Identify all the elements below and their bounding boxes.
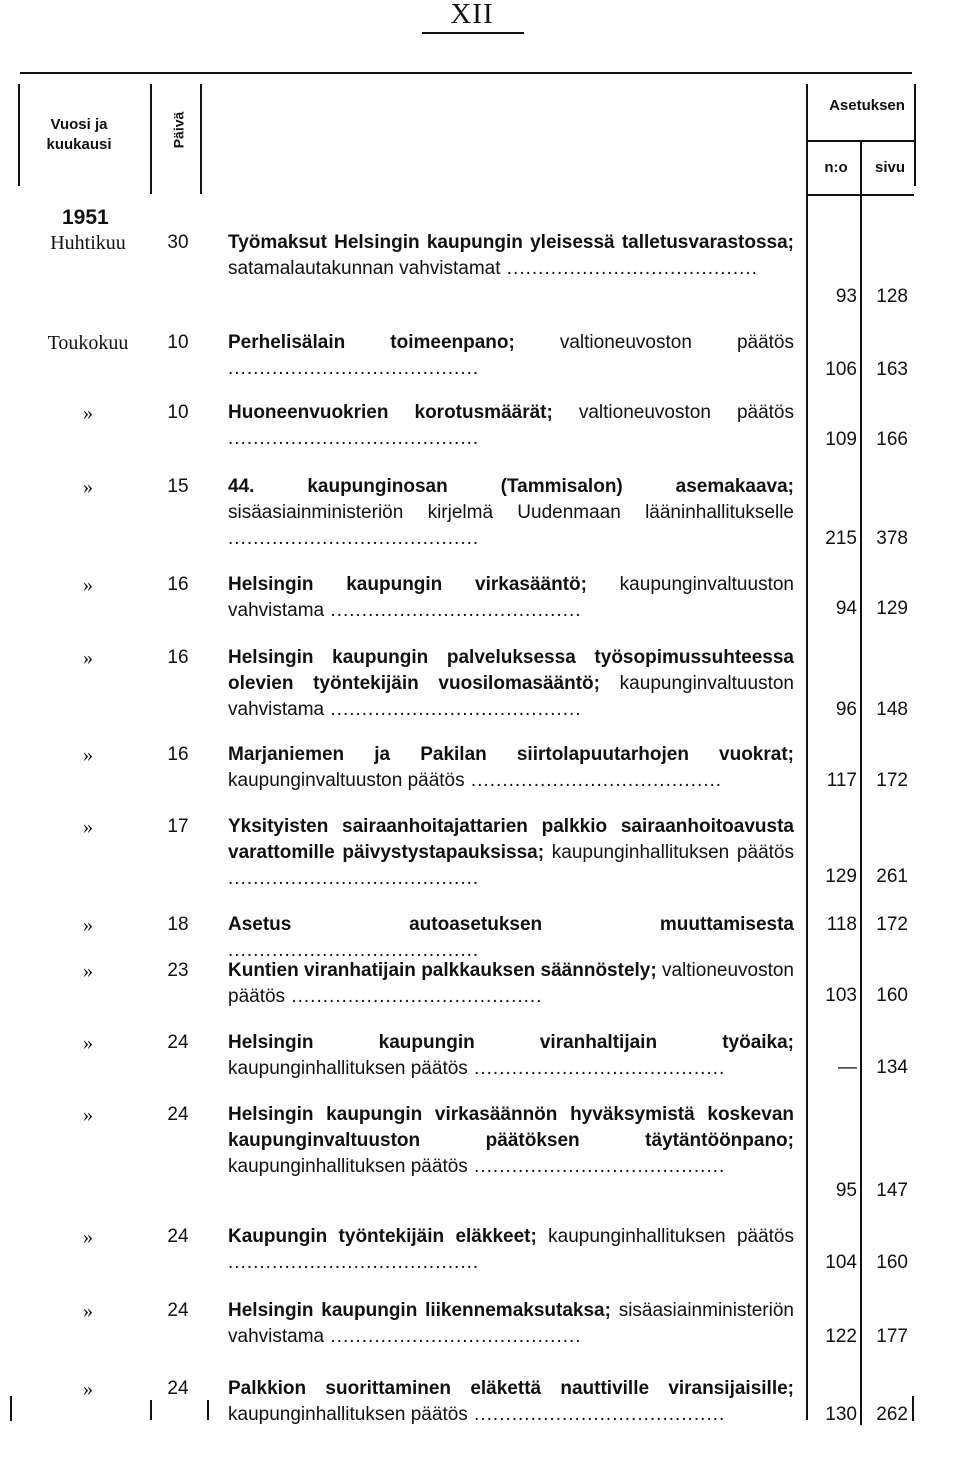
entry-sivu: 160 — [876, 1252, 908, 1273]
entry-title-bold: Palkkion suorittaminen eläkettä nauttiville viransijaisille; — [228, 1378, 794, 1399]
entry-title-rest: kaupunginhallituksen päätös — [228, 1404, 468, 1425]
entry-sivu: 172 — [876, 770, 908, 791]
entry-month: » — [83, 402, 93, 424]
entry-title-rest: kaupunginhallituksen päätös — [228, 1058, 468, 1079]
entry-day: 15 — [167, 476, 189, 497]
entry-title-bold: 44. kaupunginosan (Tammisalon) asemakaava; — [228, 476, 794, 497]
entry-day: 24 — [167, 1226, 189, 1247]
header-day-label: Päivä — [170, 111, 186, 149]
entry-month: » — [83, 574, 93, 596]
entry-month: » — [83, 1104, 93, 1126]
entry-sivu: 148 — [876, 699, 908, 720]
entry-no: 117 — [826, 770, 857, 791]
entry-no: 93 — [835, 286, 857, 307]
entry-leader-dots: ........................................ — [228, 428, 480, 449]
entry-title-rest: valtioneuvoston päätös — [228, 960, 795, 1007]
entry-title — [228, 400, 794, 452]
entry-no: 104 — [825, 1252, 857, 1273]
entry-leader-dots: ........................................ — [467, 1058, 726, 1079]
entry-month: » — [83, 744, 93, 766]
entry-month: » — [83, 647, 93, 669]
entry-title-bold: Kuntien viranhatijain palkkauksen säännöstely; — [228, 960, 657, 981]
entry-month: » — [83, 1226, 93, 1248]
entry-title — [228, 1298, 794, 1350]
entry-sivu: 166 — [876, 429, 908, 450]
entry-month: » — [83, 1378, 93, 1400]
entry-title — [228, 572, 794, 624]
entry-title — [228, 958, 794, 1010]
entry-title — [228, 1376, 794, 1428]
entry-title-rest: sisäasiainministeriön vahvistama — [228, 1300, 794, 1347]
entry-day: 24 — [167, 1378, 189, 1399]
entry-title-rest: satamalautakunnan vahvistamat — [228, 258, 501, 279]
column-divider-title-lower — [207, 1400, 209, 1420]
entry-leader-dots: ........................................ — [228, 868, 480, 889]
header-sivu: sivu — [874, 159, 905, 176]
entry-sivu: 262 — [876, 1404, 908, 1425]
entry-leader-dots: ........................................ — [228, 940, 480, 961]
entry-no: 94 — [835, 598, 857, 619]
entry-title — [228, 1030, 794, 1082]
entry-title-bold: Helsingin kaupungin viranhaltijain työaika; — [228, 1032, 794, 1053]
entry-sivu: 378 — [876, 528, 908, 549]
column-divider-year — [150, 84, 152, 194]
entry-day: 10 — [167, 332, 189, 353]
page-number-underline — [422, 32, 524, 34]
entry-sivu: 163 — [876, 359, 908, 380]
entry-sivu: 128 — [876, 286, 908, 307]
entry-leader-dots: ........................................ — [324, 1326, 582, 1347]
entry-title-rest: kaupunginvaltuuston päätös — [228, 770, 465, 791]
entry-no: 96 — [835, 699, 857, 720]
entry-no: 95 — [835, 1180, 857, 1201]
header-asetuksen: Asetuksen — [829, 97, 905, 114]
entry-leader-dots: ........................................ — [324, 699, 582, 720]
entry-title — [228, 1224, 794, 1276]
entry-title-rest: kaupunginhallituksen päätös — [536, 1226, 794, 1247]
entry-no: 106 — [825, 359, 857, 380]
entry-title-bold: Yksityisten sairaanhoitajattarien palkkio sairaanhoitoavusta varattomille päivystystapauksissa; — [228, 816, 794, 863]
entry-leader-dots: ........................................ — [467, 1156, 726, 1177]
entry-title-bold: Helsingin kaupungin palveluksessa työsopimussuhteessa olevien työntekijäin vuosilomasääntö; — [228, 647, 794, 694]
column-divider-day-lower — [150, 1400, 152, 1420]
entry-month: » — [83, 1032, 93, 1054]
table-top-rule — [20, 72, 912, 74]
entry-leader-dots: ........................................ — [500, 258, 758, 279]
column-divider-outer-left — [10, 1396, 12, 1421]
header-day — [157, 80, 199, 180]
entry-no: 109 — [825, 429, 857, 450]
entry-leader-dots: ........................................ — [324, 600, 582, 621]
entry-title-rest: valtioneuvoston päätös — [514, 332, 794, 353]
entry-day: 10 — [167, 402, 189, 423]
entry-month: » — [83, 476, 93, 498]
column-divider-day — [200, 84, 202, 194]
entry-leader-dots: ........................................ — [228, 1252, 480, 1273]
entry-title — [228, 330, 794, 382]
entry-no: 215 — [825, 528, 857, 549]
entry-sivu: 129 — [876, 598, 908, 619]
entry-no: 118 — [826, 914, 857, 935]
entry-no: 130 — [825, 1404, 857, 1425]
entry-title-bold: Perhelisälain toimeenpano; — [228, 332, 515, 353]
column-divider-left-margin — [18, 84, 20, 186]
entry-title-bold: Helsingin kaupungin virkasäännön hyväksymistä koskevan kaupunginvaltuuston päätöksen täytäntöönpano; — [228, 1104, 794, 1151]
entry-title-bold: Kaupungin työntekijäin eläkkeet; — [228, 1226, 537, 1247]
entry-leader-dots: ........................................ — [228, 358, 480, 379]
entry-month: Toukokuu — [47, 332, 129, 354]
entry-title-bold: Helsingin kaupungin liikennemaksutaksa; — [228, 1300, 611, 1321]
page-number: XII — [450, 0, 494, 30]
entry-leader-dots: ........................................ — [464, 770, 723, 791]
entry-day: 16 — [167, 647, 189, 668]
entry-no: — — [838, 1057, 857, 1078]
entry-title — [228, 912, 794, 964]
entry-leader-dots: ........................................ — [228, 528, 480, 549]
entry-title-rest: kaupunginhallituksen päätös — [544, 842, 794, 863]
column-divider-outer-right — [912, 1396, 914, 1421]
entry-title — [228, 230, 794, 282]
entry-title-bold: Marjaniemen ja Pakilan siirtolapuutarhojen vuokrat; — [228, 744, 794, 765]
asetuksen-header-rule — [806, 140, 914, 142]
entry-no: 103 — [825, 985, 857, 1006]
entry-sivu: 172 — [876, 914, 908, 935]
entry-sivu: 261 — [876, 866, 908, 887]
entry-day: 24 — [167, 1300, 189, 1321]
entry-day: 30 — [167, 232, 189, 253]
header-year-month: Vuosi ja kuukausi — [46, 116, 112, 153]
entry-title-rest: sisäasiainministeriön kirjelmä Uudenmaan lääninhallitukselle — [228, 502, 794, 523]
entry-month: » — [83, 1300, 93, 1322]
entry-day: 24 — [167, 1104, 189, 1125]
entry-leader-dots: ........................................ — [285, 986, 543, 1007]
year-label: 1951 — [62, 206, 109, 229]
entry-month: Huhtikuu — [50, 232, 126, 254]
entry-title — [228, 1102, 794, 1180]
entry-title-rest: kaupunginhallituksen päätös — [228, 1156, 468, 1177]
entry-day: 18 — [167, 914, 189, 935]
entry-title — [228, 645, 794, 723]
entry-sivu: 134 — [876, 1057, 908, 1078]
entry-title — [228, 474, 794, 552]
entry-title-rest: kaupunginvaltuuston vahvistama — [228, 673, 794, 720]
entry-sivu: 160 — [876, 985, 908, 1006]
entry-no: 122 — [825, 1326, 857, 1347]
entry-title-rest: kaupunginvaltuuston vahvistama — [228, 574, 794, 621]
entry-day: 16 — [167, 574, 189, 595]
entry-title-bold: Työmaksut Helsingin kaupungin yleisessä talletusvarastossa; — [228, 232, 794, 253]
entry-day: 24 — [167, 1032, 189, 1053]
entry-title-bold: Helsingin kaupungin virkasääntö; — [228, 574, 587, 595]
entry-month: » — [83, 914, 93, 936]
entry-leader-dots: ........................................ — [467, 1404, 726, 1425]
entry-no: 129 — [825, 866, 857, 887]
header-bottom-rule — [806, 194, 914, 196]
entry-title — [228, 742, 794, 794]
entry-month: » — [83, 816, 93, 838]
entry-sivu: 177 — [876, 1326, 908, 1347]
entry-day: 16 — [167, 744, 189, 765]
entry-day: 17 — [167, 816, 189, 837]
entry-sivu: 147 — [876, 1180, 908, 1201]
entry-title-bold: Huoneenvuokrien korotusmäärät; — [228, 402, 553, 423]
entry-title-bold: Asetus autoasetuksen muuttamisesta — [228, 914, 794, 935]
entry-day: 23 — [167, 960, 189, 981]
entry-title-rest: valtioneuvoston päätös — [552, 402, 794, 423]
entry-title — [228, 814, 794, 892]
entry-month: » — [83, 960, 93, 982]
header-no: n:o — [824, 159, 848, 176]
